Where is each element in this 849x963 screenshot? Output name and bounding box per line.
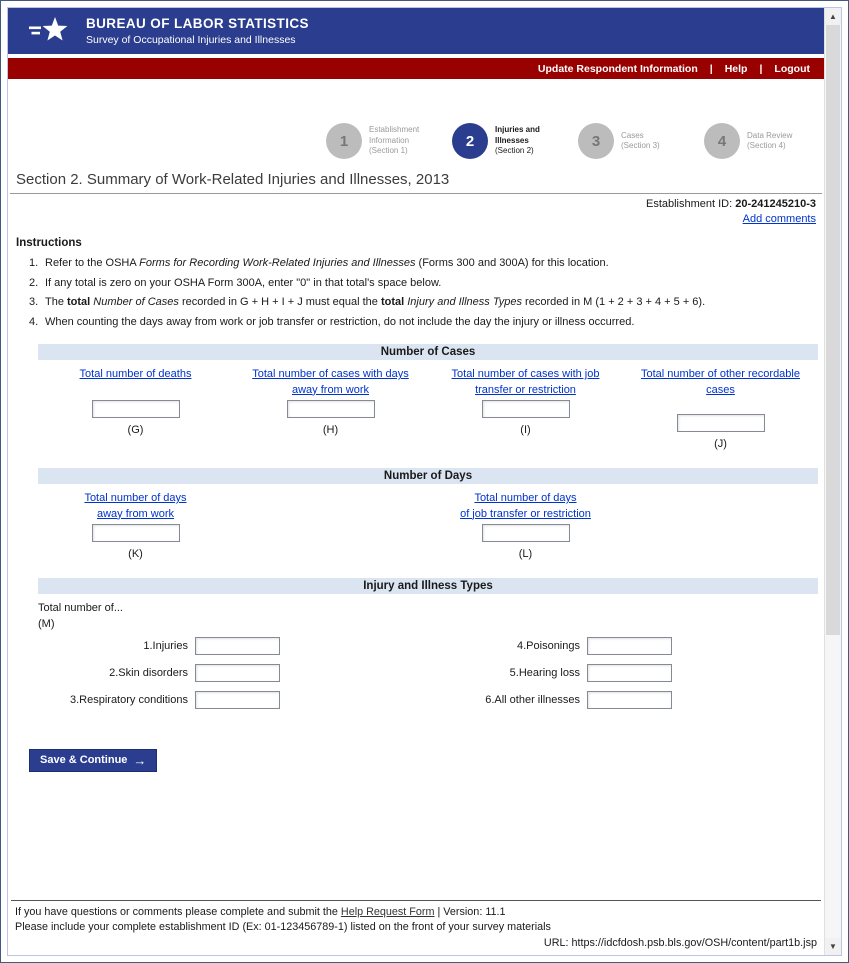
type-row-respiratory [38,691,280,709]
cases-job-transfer-link[interactable]: Total number of cases with job transfer or restriction [451,368,600,396]
nav-separator: | [759,62,763,75]
instructions-list [16,256,824,330]
logout-link[interactable]: Logout [774,62,810,75]
input-other-recordable-j[interactable] [677,414,765,432]
help-request-form-link[interactable]: Help Request Form [340,906,435,919]
app-title: BUREAU OF LABOR STATISTICS [86,16,309,31]
instruction-item: 1. Refer to the OSHA Forms for Recording Work-Related Injuries and Illnesses (Forms 300 and 300A) for this location. [29,256,609,269]
footer-line2: Please include your complete establishment ID (Ex: 01-123456789-1) listed on the front of your survey materials [15,920,551,933]
type-row-hearing-loss [280,664,672,682]
respiratory-conditions-label: 3.Respiratory conditions [69,693,188,706]
step-1-label: Establishment Information (Section 1) [369,125,420,156]
injury-illness-types-section [38,578,818,709]
field-cases-job-transfer [428,367,623,450]
bls-logo-icon [28,12,74,51]
step-4-circle: 4 [704,123,740,159]
types-total-label: Total number of... (M) [38,601,818,632]
step-data-review[interactable] [704,123,814,159]
step-3-circle: 3 [578,123,614,159]
input-other-illnesses-6[interactable] [587,691,672,709]
step-1-circle: 1 [326,123,362,159]
update-respondent-link[interactable]: Update Respondent Information [537,62,698,75]
input-poisonings-4[interactable] [587,637,672,655]
input-hearing-loss-5[interactable] [587,664,672,682]
input-injuries-1[interactable] [195,637,280,655]
field-days-job-transfer [428,491,623,560]
type-row-skin-disorders [38,664,280,682]
client-area [7,7,842,956]
field-letter-g: (G) [127,424,144,437]
utility-nav [8,58,824,79]
field-letter-i: (I) [520,424,531,437]
scroll-down-button[interactable] [825,938,841,955]
step-cases[interactable] [578,123,688,159]
vertical-scrollbar[interactable] [824,8,841,955]
type-row-injuries [38,637,280,655]
page-title: Section 2. Summary of Work-Related Injuries and Illnesses, 2013 [16,171,450,188]
input-total-deaths-g[interactable] [92,400,180,418]
step-injuries-illnesses[interactable] [452,123,562,159]
establishment-id-label: Establishment ID: [645,198,736,210]
input-cases-job-transfer-i[interactable] [482,400,570,418]
establishment-id-value: 20-241245210-3 [735,198,816,210]
other-recordable-link[interactable]: Total number of other recordable cases [641,368,800,396]
instruction-item: 3. The total Number of Cases recorded in G + H + I + J must equal the total Injury and Illness Types recorded in M (1 + 2 + 3 + 4 + 5 + 6). [29,296,706,309]
instruction-item: 2. If any total is zero on your OSHA Form 300A, enter "0" in that total's space below. [29,276,442,289]
injury-illness-types-header: Injury and Illness Types [38,578,818,594]
days-job-transfer-link[interactable]: Total number of days of job transfer or restriction [460,492,591,520]
form-tables [38,344,818,709]
field-other-recordable [623,367,818,450]
page-content [8,8,824,955]
field-total-deaths [38,367,233,450]
arrow-right-icon: → [133,752,147,768]
input-days-away-k[interactable] [92,524,180,542]
establishment-id [8,197,816,212]
app-subtitle: Survey of Occupational Injuries and Illnesses [86,34,296,46]
days-away-link[interactable]: Total number of days away from work [84,492,187,520]
field-days-away [38,491,233,560]
field-letter-m: (M) [38,617,55,630]
scroll-up-button[interactable] [825,8,841,25]
field-letter-k: (K) [128,548,143,561]
instructions-heading: Instructions [16,236,82,249]
step-4-label: Data Review (Section 4) [747,130,793,150]
add-comments-link[interactable]: Add comments [742,213,816,226]
field-letter-l: (L) [518,548,533,561]
step-establishment-information[interactable] [326,123,436,159]
number-of-cases-section [38,344,818,450]
days-grid [38,484,818,560]
types-grid [38,637,818,709]
step-2-circle: 2 [452,123,488,159]
help-link[interactable]: Help [724,62,748,75]
other-illnesses-label: 6.All other illnesses [485,693,580,706]
step-2-label: Injuries and Illnesses (Section 2) [495,125,540,156]
app-header [8,8,824,54]
total-deaths-link[interactable]: Total number of deaths [79,368,192,381]
type-row-other-illnesses [280,691,672,709]
instructions [16,237,824,330]
page-footer [11,900,821,951]
divider [10,193,822,194]
instruction-item: 4. When counting the days away from work or job transfer or restriction, do not include the day the injury or illness occurred. [29,316,635,329]
number-of-days-header: Number of Days [38,468,818,484]
nav-separator: | [709,62,713,75]
progress-stepper [8,123,824,159]
input-respiratory-3[interactable] [195,691,280,709]
chevron-up-icon: ▲ [829,12,837,21]
poisonings-label: 4.Poisonings [517,639,580,652]
footer-url: URL: https://idcfdosh.psb.bls.gov/OSH/content/part1b.jsp [543,937,817,950]
cases-grid [38,360,818,450]
app-titles [86,16,309,46]
injuries-label: 1.Injuries [143,639,188,652]
input-cases-days-away-h[interactable] [287,400,375,418]
number-of-cases-header: Number of Cases [38,344,818,360]
scrollbar-thumb[interactable] [826,25,840,635]
footer-line1: If you have questions or comments please complete and submit the Help Request Form | Version: 11.1 [15,906,506,919]
save-continue-button[interactable]: Save & Continue → [29,749,157,772]
field-letter-j: (J) [714,438,727,451]
number-of-days-section [38,468,818,560]
skin-disorders-label: 2.Skin disorders [109,666,188,679]
hearing-loss-label: 5.Hearing loss [509,666,580,679]
step-3-label: Cases (Section 3) [621,130,660,150]
establishment-block [8,197,824,228]
field-cases-days-away [233,367,428,450]
cases-days-away-link[interactable]: Total number of cases with days away from work [252,368,409,396]
chevron-down-icon: ▼ [829,942,837,951]
type-row-poisonings [280,637,672,655]
input-days-job-transfer-l[interactable] [482,524,570,542]
input-skin-disorders-2[interactable] [195,664,280,682]
field-letter-h: (H) [322,424,339,437]
